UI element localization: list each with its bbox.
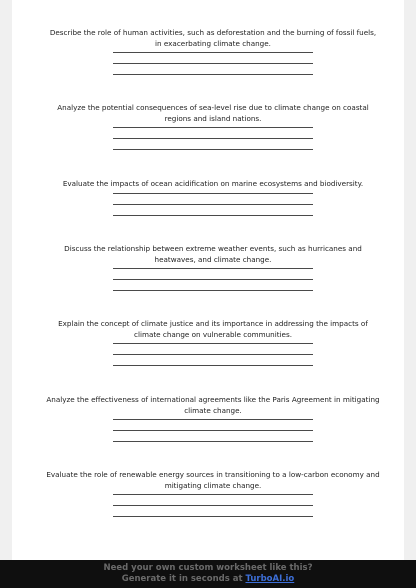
answer-line[interactable] — [113, 343, 313, 344]
answer-line[interactable] — [113, 63, 313, 64]
answer-line[interactable] — [113, 354, 313, 355]
question-5 — [46, 319, 380, 376]
question-text: Evaluate the impacts of ocean acidification on marine ecosystems and biodiversity. — [62, 179, 364, 188]
answer-lines — [46, 193, 380, 216]
question-text: Explain the concept of climate justice and its importance in addressing the impacts of climate change on vulnerable communities. — [58, 319, 368, 339]
worksheet-page — [12, 0, 404, 560]
answer-line[interactable] — [113, 193, 313, 194]
answer-line[interactable] — [113, 149, 313, 150]
answer-line[interactable] — [113, 204, 313, 205]
answer-line[interactable] — [113, 516, 313, 517]
answer-lines — [46, 494, 380, 517]
answer-line[interactable] — [113, 365, 313, 366]
answer-line[interactable] — [113, 494, 313, 495]
answer-line[interactable] — [113, 430, 313, 431]
answer-line[interactable] — [113, 419, 313, 420]
promo-footer — [0, 560, 416, 588]
answer-lines — [46, 268, 380, 291]
answer-line[interactable] — [113, 74, 313, 75]
page-margin-right — [404, 0, 416, 560]
answer-line[interactable] — [113, 268, 313, 269]
question-text: Analyze the effectiveness of international agreements like the Paris Agreement in mitigating climate change. — [46, 395, 380, 415]
question-3 — [46, 179, 380, 226]
answer-line[interactable] — [113, 505, 313, 506]
answer-line[interactable] — [113, 279, 313, 280]
question-6 — [46, 395, 380, 452]
answer-line[interactable] — [113, 290, 313, 291]
footer-promo-text: Need your own custom worksheet like this? — [103, 563, 313, 573]
question-4 — [46, 244, 380, 301]
question-text: Discuss the relationship between extreme weather events, such as hurricanes and heatwaves, and climate change. — [64, 244, 362, 264]
footer-link[interactable]: TurboAI.io — [245, 574, 295, 584]
answer-line[interactable] — [113, 215, 313, 216]
answer-line[interactable] — [113, 138, 313, 139]
answer-line[interactable] — [113, 441, 313, 442]
question-text: Describe the role of human activities, such as deforestation and the burning of fossil fuels, in exacerbating climate change. — [49, 28, 377, 48]
answer-lines — [46, 52, 380, 75]
question-text: Evaluate the role of renewable energy sources in transitioning to a low-carbon economy and mitigating climate change. — [46, 470, 380, 490]
answer-lines — [46, 343, 380, 366]
question-2 — [46, 103, 380, 160]
question-text: Analyze the potential consequences of sea-level rise due to climate change on coastal regions and island nations. — [57, 103, 369, 123]
page-margin-left — [0, 0, 12, 560]
question-1 — [46, 28, 380, 85]
answer-line[interactable] — [113, 127, 313, 128]
answer-lines — [46, 419, 380, 442]
question-7 — [46, 470, 380, 527]
footer-cta-prefix: Generate it in seconds at — [121, 574, 246, 584]
answer-line[interactable] — [113, 52, 313, 53]
footer-cta-text — [0, 574, 416, 585]
answer-lines — [46, 127, 380, 150]
